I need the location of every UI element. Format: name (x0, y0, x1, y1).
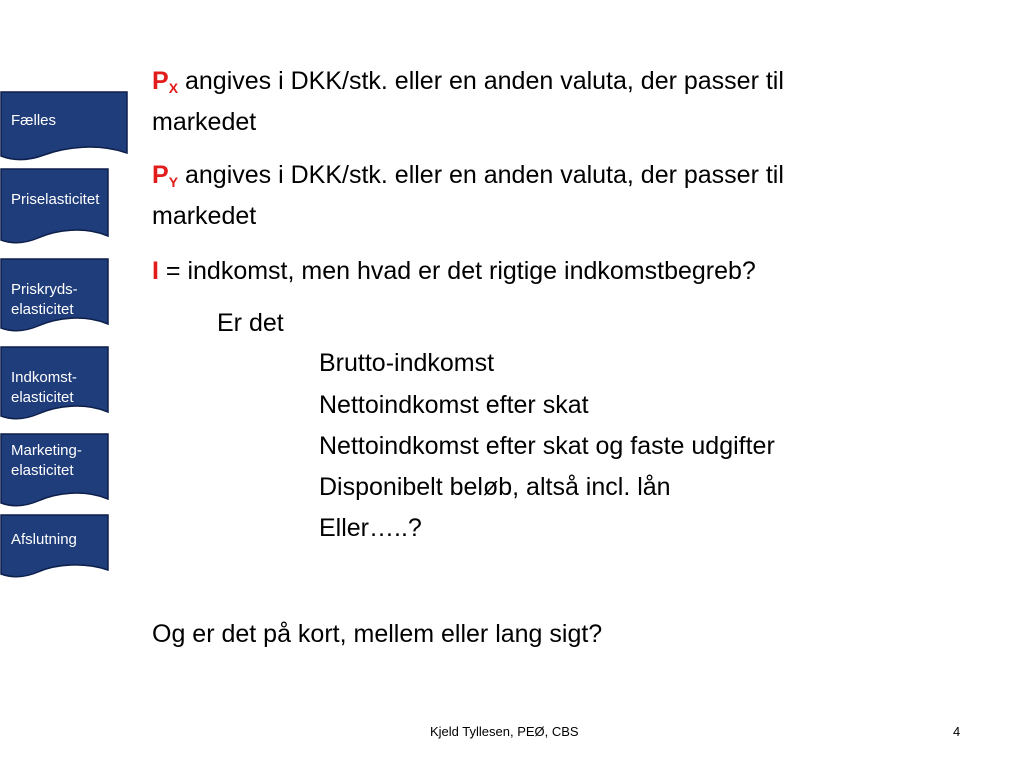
income-symbol: I (152, 257, 159, 285)
option-item: Disponibelt beløb, altså incl. lån (319, 473, 671, 501)
px-symbol: $P_X$ (152, 67, 179, 96)
sidebar-item-label: Priskryds-elasticitet (11, 281, 78, 318)
px-subscript: X (168, 80, 179, 96)
py-symbol: $P_Y$ (152, 161, 179, 190)
income-line (152, 256, 756, 286)
sidebar-item-label: Marketing-elasticitet (11, 442, 82, 479)
footer-author: Kjeld Tyllesen, PEØ, CBS (430, 724, 579, 739)
income-text: = indkomst, men hvad er det rigtige indkomstbegreb? (165, 257, 756, 285)
sidebar-item-label: Indkomst-elasticitet (11, 369, 77, 406)
sidebar-item-label: Fælles (11, 112, 57, 129)
option-item: Nettoindkomst efter skat og faste udgifter (319, 432, 775, 460)
sidebar-item-faelles[interactable] (0, 91, 128, 163)
option-item: Nettoindkomst efter skat (319, 391, 589, 419)
option-item: Eller…..? (319, 514, 422, 542)
page-number: 4 (953, 724, 961, 739)
sidebar-item-indkomst[interactable] (0, 346, 128, 424)
px-text: angives i DKK/stk. eller en anden valuta, der passer til (184, 67, 784, 95)
sidebar-item-afslutning[interactable] (0, 514, 128, 582)
py-line-2: markedet (152, 202, 257, 230)
option-item: Brutto-indkomst (319, 349, 495, 377)
px-line-2: markedet (152, 108, 257, 136)
sidebar-item-marketing[interactable] (0, 433, 128, 511)
sidebar-item-priskryds[interactable] (0, 258, 128, 336)
sidebar-item-priselasticitet[interactable] (0, 168, 128, 248)
er-det-text: Er det (217, 309, 284, 337)
sidebar-item-label: Priselasticitet (11, 191, 100, 208)
py-subscript: Y (168, 174, 179, 190)
sidebar-item-label: Afslutning (11, 531, 77, 548)
px-line (152, 66, 784, 103)
question-text: Og er det på kort, mellem eller lang sigt? (152, 620, 603, 648)
py-text: angives i DKK/stk. eller en anden valuta, der passer til (184, 161, 784, 189)
py-line (152, 160, 784, 197)
